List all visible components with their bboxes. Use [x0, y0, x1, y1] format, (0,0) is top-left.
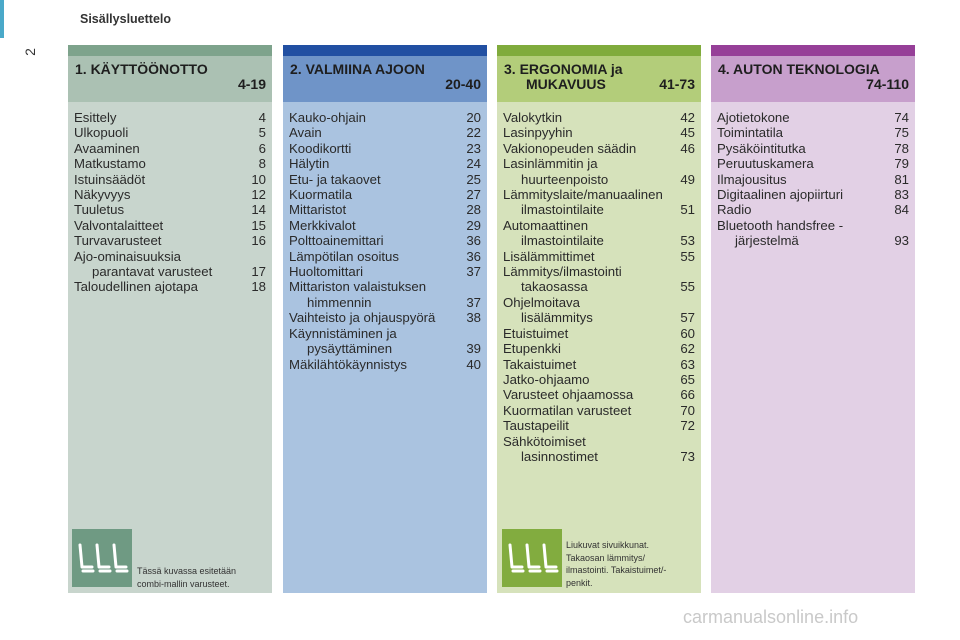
toc-entry-text: Etuistuimet	[503, 325, 569, 341]
toc-entry-text: Polttoainemittari	[289, 233, 384, 249]
toc-entry-text: Merkkivalot	[289, 217, 356, 233]
toc-entry-label	[717, 218, 843, 249]
toc-entry[interactable]	[74, 172, 266, 187]
toc-entry-text: Käynnistäminen ja	[289, 325, 397, 341]
toc-entry-text-cont: järjestelmä	[735, 233, 799, 249]
toc-entry[interactable]	[289, 141, 481, 156]
toc-entry-text: Lasinlämmitin ja	[503, 156, 598, 172]
toc-entry[interactable]	[74, 156, 266, 171]
toc-entry-text: Valvontalaitteet	[74, 217, 164, 233]
toc-entry[interactable]	[289, 233, 481, 248]
toc-entry-text: Kauko-ohjain	[289, 110, 366, 125]
toc-entry[interactable]	[717, 202, 909, 217]
toc-entry-label	[503, 387, 633, 402]
toc-entry[interactable]	[717, 172, 909, 187]
toc-entry-label	[503, 295, 593, 326]
toc-list	[497, 102, 701, 464]
header-accent-bar	[0, 0, 4, 38]
toc-entry-page: 49	[680, 171, 695, 187]
toc-entry-page: 66	[680, 387, 695, 403]
toc-entry-text: Automaattinen	[503, 217, 589, 233]
toc-entry-text: Avaaminen	[74, 140, 140, 156]
toc-entry-text-cont: huurteenpoisto	[521, 171, 609, 187]
toc-entry-text-cont: ilmastointilaite	[521, 233, 604, 249]
toc-entry-page: 57	[680, 310, 695, 326]
toc-entry-label	[503, 125, 573, 140]
toc-entry-text-cont: lasinnostimet	[521, 448, 598, 464]
toc-entry-label	[74, 218, 163, 233]
toc-entry-page: 83	[894, 187, 909, 203]
toc-entry-label	[74, 233, 161, 248]
toc-entry-page: 74	[894, 110, 909, 125]
toc-entry-label	[503, 264, 622, 295]
toc-entry-page: 40	[466, 356, 481, 372]
toc-entry[interactable]	[289, 172, 481, 187]
toc-entry-text: Peruutuskamera	[717, 156, 814, 172]
toc-entry[interactable]	[503, 372, 695, 387]
toc-entry-page: 25	[466, 171, 481, 187]
toc-entry-text-cont: lisälämmitys	[521, 310, 593, 326]
toc-entry-text: Varusteet ohjaamossa	[503, 387, 634, 403]
toc-entry-text: Kuormatilan varusteet	[503, 402, 632, 418]
toc-entry-page: 51	[680, 202, 695, 218]
toc-entry[interactable]	[503, 295, 695, 326]
section-stripe	[497, 45, 701, 56]
toc-entry-label	[289, 279, 426, 310]
toc-entry-page: 63	[680, 356, 695, 372]
watermark: carmanualsonline.info	[683, 607, 859, 627]
toc-entry-label	[503, 434, 598, 465]
toc-entry[interactable]	[717, 110, 909, 125]
toc-entry-text: Ajo-ominaisuuksia	[74, 248, 182, 264]
toc-entry-label	[503, 326, 568, 341]
toc-entry-page: 29	[466, 217, 481, 233]
toc-entry-text: Lisälämmittimet	[503, 248, 595, 264]
toc-entry-label	[503, 110, 562, 125]
toc-entry-page: 36	[466, 248, 481, 264]
section-auton-teknologia	[711, 45, 915, 593]
toc-entry-label	[503, 357, 576, 372]
toc-entry[interactable]	[74, 141, 266, 156]
section-page-range: 4-19	[237, 76, 266, 92]
toc-entry-page: 38	[466, 310, 481, 326]
toc-entry[interactable]	[289, 357, 481, 372]
toc-entry-label	[289, 141, 351, 156]
toc-entry[interactable]	[74, 202, 266, 217]
toc-entry-text: Avain	[289, 125, 322, 141]
section-kayttoonotto	[68, 45, 272, 593]
toc-entry-page: 37	[466, 294, 481, 310]
section-header[interactable]	[711, 56, 915, 102]
toc-entry[interactable]	[503, 249, 695, 264]
page-number: 2	[21, 48, 38, 56]
toc-entry-text: Takaistuimet	[503, 356, 577, 372]
toc-entry-label	[74, 279, 198, 294]
toc-entry-page: 4	[258, 110, 266, 125]
toc-entry-text-cont: ilmastointilaite	[521, 202, 604, 218]
toc-entry-page: 75	[894, 125, 909, 141]
toc-entry[interactable]	[503, 141, 695, 156]
toc-entry-text: Huoltomittari	[289, 264, 364, 280]
toc-entry[interactable]	[503, 387, 695, 402]
toc-entry[interactable]	[503, 156, 695, 187]
toc-entry[interactable]	[289, 202, 481, 217]
toc-entry-text-cont: takaosassa	[521, 279, 588, 295]
seats-icon	[72, 529, 132, 587]
toc-entry-page: 6	[258, 140, 266, 156]
toc-entry-text: Ulkopuoli	[74, 125, 129, 141]
toc-entry[interactable]	[503, 418, 695, 433]
section-ergonomia	[497, 45, 701, 593]
toc-entry-text: Lämpötilan osoitus	[289, 248, 399, 264]
note-line: Tässä kuvassa esitetään	[137, 566, 237, 576]
toc-entry[interactable]	[717, 125, 909, 140]
toc-entry-text-cont: himmennin	[307, 294, 372, 310]
toc-entry-text: Mittaristot	[289, 202, 347, 218]
toc-entry-text-cont: pysäyttäminen	[307, 341, 393, 357]
toc-entry-label	[717, 202, 751, 217]
toc-entry-page: 81	[894, 171, 909, 187]
toc-entry-label	[74, 202, 124, 217]
toc-entry[interactable]	[289, 310, 481, 325]
note-line: combi-mallin varusteet.	[137, 578, 230, 589]
toc-entry-label	[503, 403, 631, 418]
section-valmiina-ajoon	[283, 45, 487, 593]
toc-entry[interactable]	[74, 279, 266, 294]
toc-entry[interactable]	[503, 434, 695, 465]
toc-list	[68, 102, 272, 295]
photo-note	[566, 539, 666, 589]
toc-entry-text: Taloudellinen ajotapa	[74, 279, 198, 295]
toc-entry-text: Ohjelmoitava	[503, 294, 580, 310]
toc-entry-page: 5	[258, 125, 266, 141]
toc-entry-page: 46	[680, 140, 695, 156]
toc-entry-text: Pysäköintitutka	[717, 140, 806, 156]
toc-entry-text: Ilmajousitus	[717, 171, 787, 187]
note-line: penkit.	[566, 577, 593, 588]
toc-list	[711, 102, 915, 249]
toc-entry-page: 20	[466, 110, 481, 125]
toc-entry-label	[74, 141, 140, 156]
section-header[interactable]	[497, 56, 701, 102]
section-title-line2: MUKAVUUS	[526, 76, 606, 92]
toc-entry[interactable]	[503, 341, 695, 356]
toc-entry-page: 84	[894, 202, 909, 218]
toc-entry-label	[503, 141, 636, 156]
toc-entry[interactable]	[717, 218, 909, 249]
page-title: Sisällysluettelo	[80, 12, 172, 26]
toc-entry[interactable]	[289, 218, 481, 233]
toc-entry-page: 17	[251, 264, 266, 280]
toc-entry-text: Vakionopeuden säädin	[503, 140, 637, 156]
toc-entry[interactable]	[74, 218, 266, 233]
toc-entry-page: 36	[466, 233, 481, 249]
toc-entry-label	[74, 187, 130, 202]
toc-entry[interactable]	[74, 233, 266, 248]
toc-entry-page: 79	[894, 156, 909, 172]
section-header[interactable]	[283, 56, 487, 102]
toc-list	[283, 102, 487, 372]
toc-entry-page: 60	[680, 325, 695, 341]
photo-note	[137, 565, 236, 590]
toc-entry-page: 16	[251, 233, 266, 249]
toc-entry-text: Etu- ja takaovet	[289, 171, 381, 187]
toc-entry-text: Ajotietokone	[717, 110, 790, 125]
toc-entry-label	[289, 187, 352, 202]
toc-entry-page: 18	[251, 279, 266, 295]
toc-entry-label	[289, 233, 384, 248]
toc-entry[interactable]	[74, 249, 266, 280]
toc-entry-label	[503, 372, 590, 387]
toc-entry-label	[503, 156, 608, 187]
toc-entry-text: Toimintatila	[717, 125, 783, 141]
toc-entry-text-cont: parantavat varusteet	[92, 264, 213, 280]
note-line: Liukuvat sivuikkunat.	[566, 540, 650, 550]
toc-entry-page: 78	[894, 140, 909, 156]
toc-entry-page: 72	[680, 418, 695, 434]
toc-entry-text: Tuuletus	[74, 202, 125, 218]
toc-entry-page: 42	[680, 110, 695, 125]
toc-entry-label	[289, 310, 435, 325]
toc-entry-text: Mäkilähtökäynnistys	[289, 356, 408, 372]
toc-entry-page: 27	[466, 187, 481, 203]
toc-entry-page: 73	[680, 448, 695, 464]
toc-entry-page: 93	[894, 233, 909, 249]
toc-entry[interactable]	[503, 125, 695, 140]
toc-entry-label	[74, 156, 146, 171]
toc-entry[interactable]	[717, 141, 909, 156]
note-line: ilmastointi. Takaistuimet/-	[566, 565, 667, 575]
toc-entry[interactable]	[503, 218, 695, 249]
toc-entry-text: Mittariston valaistuksen	[289, 279, 427, 295]
toc-entry-label	[289, 125, 322, 140]
section-title: 1. KÄYTTÖÖNOTTO	[75, 61, 208, 77]
toc-entry-page: 14	[251, 202, 266, 218]
toc-entry-page: 12	[251, 187, 266, 203]
toc-entry[interactable]	[289, 110, 481, 125]
toc-entry-page: 24	[466, 156, 481, 172]
toc-entry-text: Sähkötoimiset	[503, 433, 586, 449]
toc-entry-label	[717, 125, 783, 140]
toc-entry-page: 15	[251, 217, 266, 233]
toc-entry-text: Bluetooth handsfree -	[717, 217, 844, 233]
section-page-range: 20-40	[445, 76, 481, 92]
section-stripe	[283, 45, 487, 56]
toc-entry-text: Lasinpyyhin	[503, 125, 573, 141]
toc-entry[interactable]	[717, 156, 909, 171]
toc-entry[interactable]	[503, 187, 695, 218]
toc-entry-text: Esittely	[74, 110, 117, 125]
toc-entry-text: Radio	[717, 202, 752, 218]
toc-entry-page: 28	[466, 202, 481, 218]
toc-entry-page: 55	[680, 279, 695, 295]
toc-entry-page: 23	[466, 140, 481, 156]
note-line: Takaosan lämmitys/	[566, 552, 646, 563]
toc-entry-text: Digitaalinen ajopiirturi	[717, 187, 844, 203]
toc-entry-label	[717, 156, 814, 171]
toc-entry-page: 55	[680, 248, 695, 264]
toc-entry[interactable]	[289, 264, 481, 279]
toc-entry[interactable]	[74, 187, 266, 202]
toc-entry[interactable]	[289, 187, 481, 202]
toc-entry-page: 45	[680, 125, 695, 141]
toc-entry[interactable]	[503, 326, 695, 341]
section-stripe	[711, 45, 915, 56]
section-header[interactable]	[68, 56, 272, 102]
toc-entry[interactable]	[74, 125, 266, 140]
toc-entry-page: 70	[680, 402, 695, 418]
toc-entry-label	[289, 172, 381, 187]
toc-entry-label	[717, 110, 790, 125]
toc-entry-page: 10	[251, 171, 266, 187]
toc-entry-text: Taustapeilit	[503, 418, 569, 434]
toc-entry-page: 39	[466, 341, 481, 357]
toc-entry-text: Turvavarusteet	[74, 233, 162, 249]
toc-entry-label	[74, 172, 145, 187]
toc-entry-label	[74, 110, 117, 125]
toc-entry-text: Kuormatila	[289, 187, 353, 203]
toc-entry-page: 22	[466, 125, 481, 141]
toc-entry-text: Etupenkki	[503, 341, 561, 357]
toc-entry-label	[289, 218, 356, 233]
toc-entry-text: Koodikortti	[289, 140, 352, 156]
toc-entry-page: 62	[680, 341, 695, 357]
toc-entry-label	[74, 249, 212, 280]
toc-entry-text: Vaihteisto ja ohjauspyörä	[289, 310, 436, 326]
toc-entry-text: Lämmitys/ilmastointi	[503, 264, 622, 280]
toc-entry-text: Istuinsäädöt	[74, 171, 146, 187]
section-title: 2. VALMIINA AJOON	[290, 61, 425, 77]
toc-entry[interactable]	[74, 110, 266, 125]
toc-entry-label	[717, 141, 806, 156]
toc-entry[interactable]	[503, 110, 695, 125]
toc-entry-label	[503, 341, 561, 356]
toc-entry-label	[289, 110, 366, 125]
toc-entry-text: Hälytin	[289, 156, 330, 172]
toc-entry-text: Valokytkin	[503, 110, 563, 125]
toc-entry-label	[717, 187, 843, 202]
toc-entry-label	[289, 202, 346, 217]
toc-entry-label	[289, 249, 399, 264]
seats-icon	[502, 529, 562, 587]
toc-entry-label	[289, 326, 397, 357]
toc-entry[interactable]	[289, 249, 481, 264]
toc-entry[interactable]	[289, 156, 481, 171]
toc-entry-label	[503, 187, 663, 218]
toc-entry-page: 8	[258, 156, 266, 172]
toc-entry-page: 37	[466, 264, 481, 280]
toc-entry-label	[503, 218, 604, 249]
toc-entry[interactable]	[503, 403, 695, 418]
toc-entry-label	[289, 357, 407, 372]
toc-entry[interactable]	[289, 326, 481, 357]
toc-entry-label	[289, 264, 363, 279]
toc-entry-text: Matkustamo	[74, 156, 146, 172]
toc-entry-page: 65	[680, 371, 695, 387]
toc-entry-label	[717, 172, 787, 187]
section-stripe	[68, 45, 272, 56]
section-title: 3. ERGONOMIA ja	[504, 61, 623, 77]
toc-entry[interactable]	[503, 357, 695, 372]
toc-entry-text: Näkyvyys	[74, 187, 131, 203]
toc-entry-label	[503, 418, 569, 433]
toc-entry[interactable]	[503, 264, 695, 295]
toc-entry-text: Lämmityslaite/manuaalinen	[503, 187, 663, 203]
toc-entry-page: 53	[680, 233, 695, 249]
section-page-range: 74-110	[866, 76, 909, 92]
toc-entry-text: Jatko-ohjaamo	[503, 371, 590, 387]
toc-entry[interactable]	[289, 279, 481, 310]
toc-entry-label	[503, 249, 595, 264]
section-title: 4. AUTON TEKNOLOGIA	[718, 61, 880, 77]
toc-entry[interactable]	[289, 125, 481, 140]
toc-entry-label	[289, 156, 329, 171]
section-page-range: 41-73	[659, 76, 695, 92]
toc-entry-label	[74, 125, 128, 140]
toc-entry[interactable]	[717, 187, 909, 202]
